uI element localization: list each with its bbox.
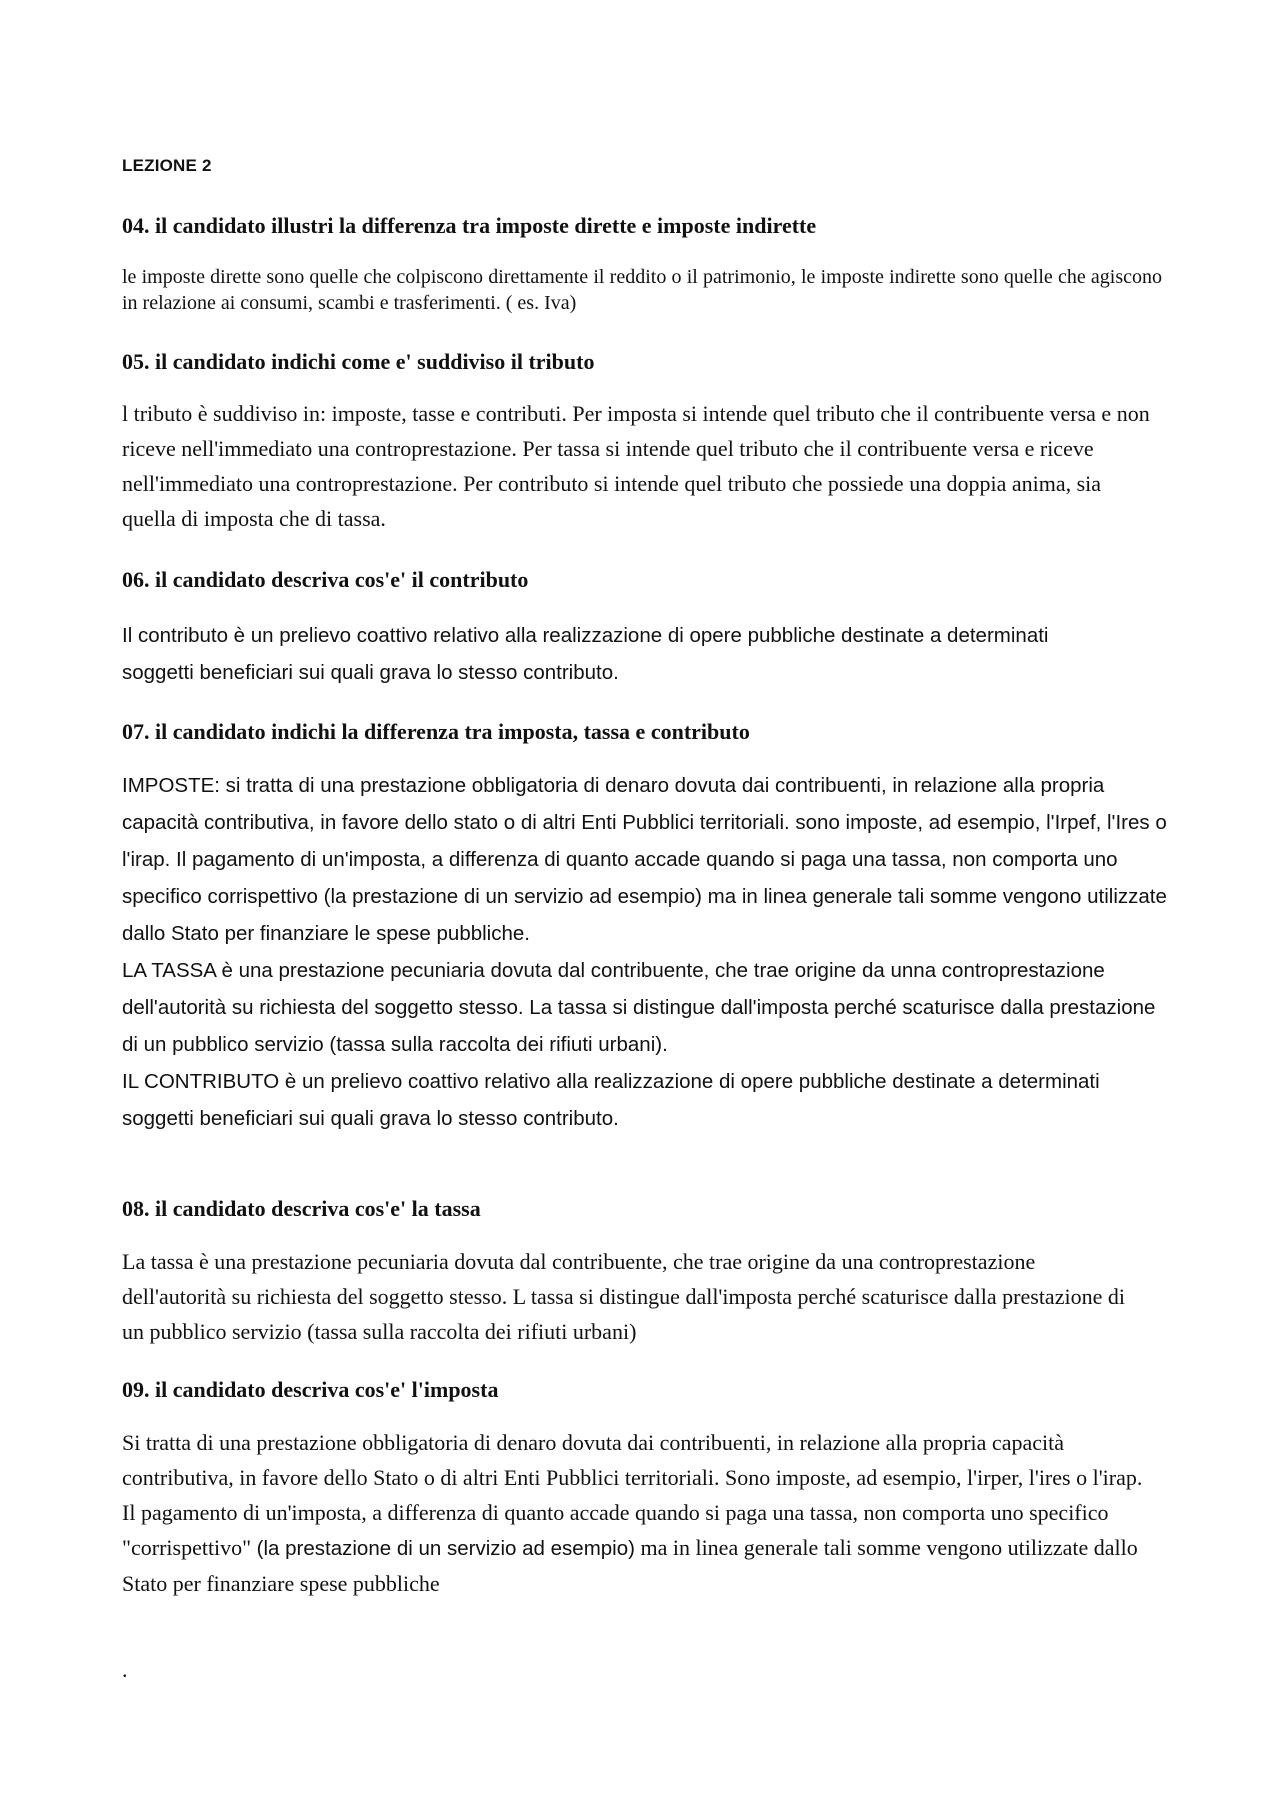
answer-09-part3: ma in linea generale tali somme vengono utilizzate dallo Stato per finanziare spese pubbliche <box>122 1535 1138 1596</box>
answer-09 <box>122 1425 1157 1601</box>
answer-07 <box>122 767 1167 1137</box>
answer-09-part1: Si tratta di una prestazione obbligatoria di denaro dovuta dai contribuenti, in relazione alla propria capacità contributiva, in favore dello Stato o di altri Enti Pubblici territoriali. Sono imposte, ad esempio, l'irper, l'ires o l'irap. Il pagamento di un'imposta, a differenza di quanto accade quando si paga una tassa, non comporta uno specifico "corrispettivo" <box>122 1430 1143 1560</box>
question-04-heading: 04. il candidato illustri la differenza tra imposte dirette e imposte indirette <box>122 213 817 238</box>
question-09-heading: 09. il candidato descriva cos'e' l'imposta <box>122 1377 499 1402</box>
question-08-heading: 08. il candidato descriva cos'e' la tassa <box>122 1196 481 1221</box>
answer-07-imposte: IMPOSTE: si tratta di una prestazione obbligatoria di denaro dovuta dai contribuenti, in relazione alla propria capacità contributiva, in favore dello stato o di altri Enti Pubblici territoriali. sono imposte, ad esempio, l'Irpef, l'Ires o l'irap. Il pagamento di un'imposta, a differenza di quanto accade quando si paga una tassa, non comporta uno specifico corrispettivo (la prestazione di un servizio ad esempio) ma in linea generale tali somme vengono utilizzate dallo Stato per finanziare le spese pubbliche. <box>122 774 1167 945</box>
lesson-label: LEZIONE 2 <box>122 156 212 175</box>
answer-09-part2: (la prestazione di un servizio ad esempio) <box>256 1537 635 1560</box>
answer-05: l tributo è suddiviso in: imposte, tasse e contributi. Per imposta si intende quel tributo che il contribuente versa e non riceve nell'immediato una controprestazione. Per tassa si intende quel tributo che il contribuente versa e riceve nell'immediato una controprestazione. Per contributo si intende quel tributo che possiede una doppia anima, sia quella di imposta che di tassa. <box>122 401 1150 531</box>
question-05-heading: 05. il candidato indichi come e' suddiviso il tributo <box>122 349 595 374</box>
answer-06: Il contributo è un prelievo coattivo relativo alla realizzazione di opere pubbliche destinate a determinati soggetti beneficiari sui quali grava lo stesso contributo. <box>122 624 1049 684</box>
question-07-heading: 07. il candidato indichi la differenza tra imposta, tassa e contributo <box>122 719 750 744</box>
answer-04: le imposte dirette sono quelle che colpiscono direttamente il reddito o il patrimonio, le imposte indirette sono quelle che agiscono in relazione ai consumi, scambi e trasferimenti. ( es. Iva) <box>122 266 1162 314</box>
answer-08: La tassa è una prestazione pecuniaria dovuta dal contribuente, che trae origine da una controprestazione dell'autorità su richiesta del soggetto stesso. L tassa si distingue dall'imposta perché scaturisce dalla prestazione di un pubblico servizio (tassa sulla raccolta dei rifiuti urbani) <box>122 1249 1125 1344</box>
question-06-heading: 06. il candidato descriva cos'e' il contributo <box>122 567 529 592</box>
answer-07-tassa: LA TASSA è una prestazione pecuniaria dovuta dal contribuente, che trae origine da unna controprestazione dell'autorità su richiesta del soggetto stesso. La tassa si distingue dall'imposta perché scaturisce dalla prestazione di un pubblico servizio (tassa sulla raccolta dei rifiuti urbani). <box>122 959 1156 1056</box>
trailing-period: . <box>122 1657 128 1682</box>
answer-07-contributo: IL CONTRIBUTO è un prelievo coattivo relativo alla realizzazione di opere pubbliche destinate a determinati soggetti beneficiari sui quali grava lo stesso contributo. <box>122 1070 1100 1130</box>
